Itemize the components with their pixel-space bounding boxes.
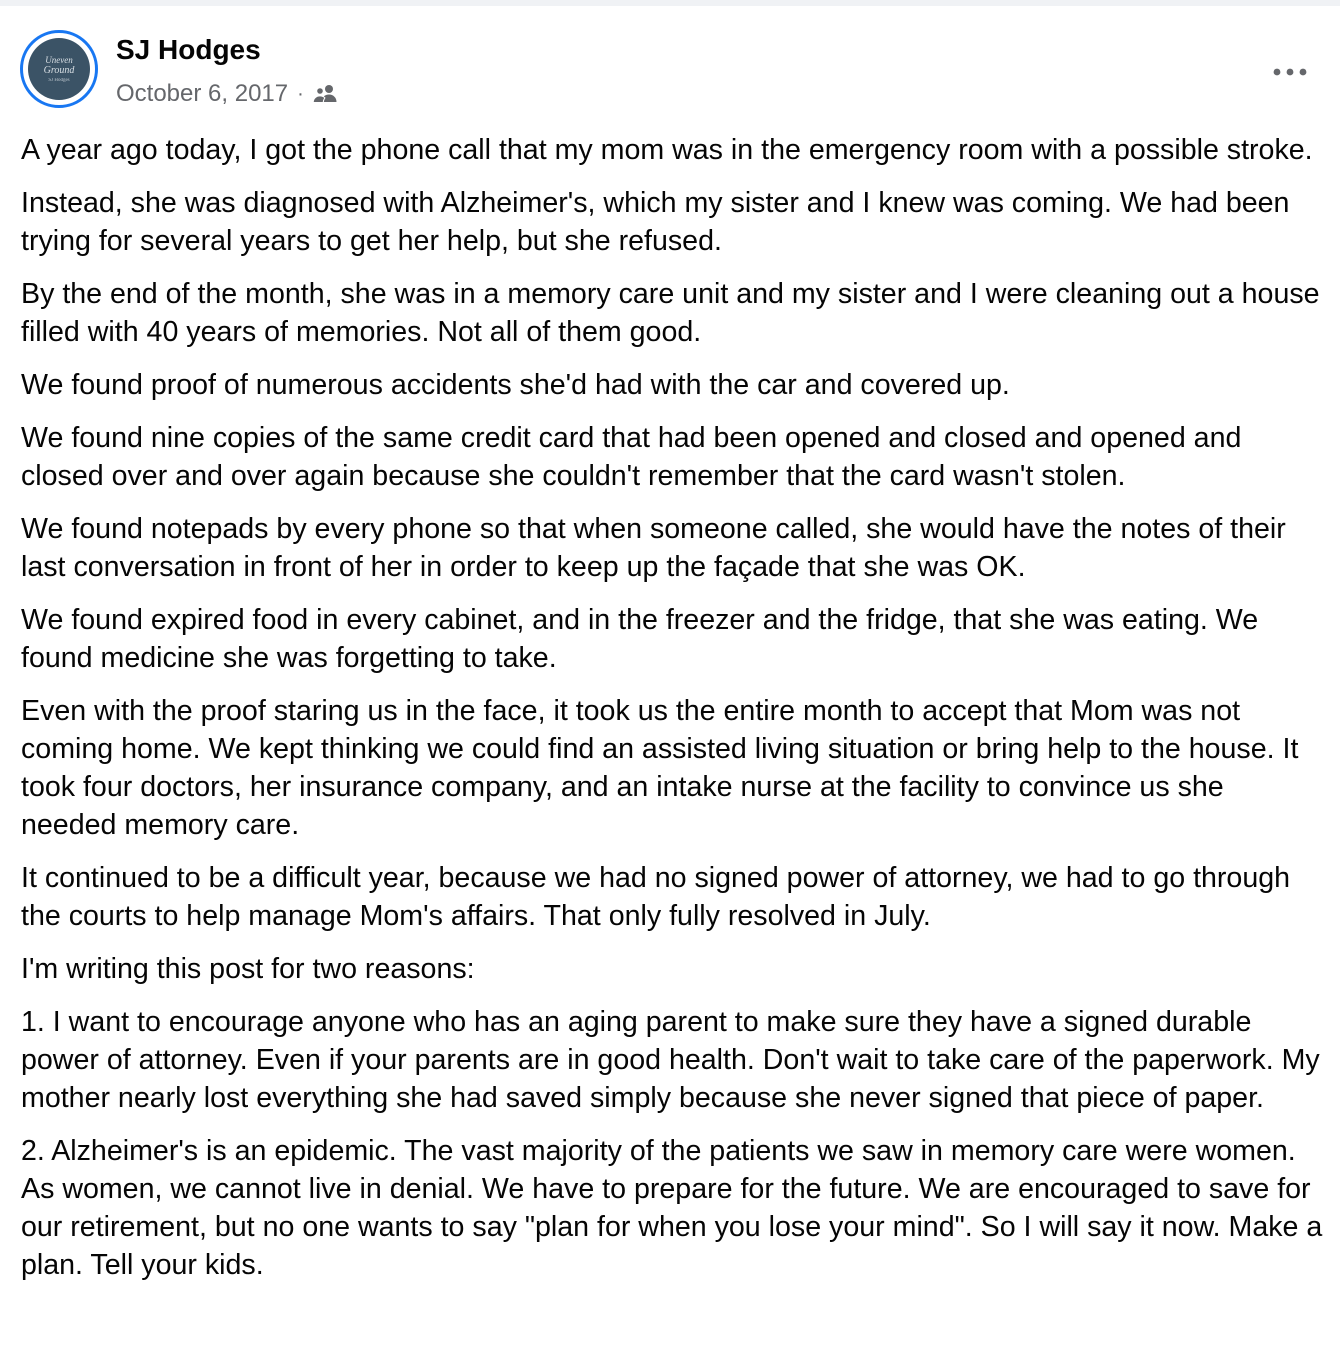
avatar-logo-text: SJ Hodges [48,77,70,83]
author-name[interactable]: SJ Hodges [116,34,261,65]
post-paragraph: I'm writing this post for two reasons: [21,953,475,985]
post-paragraph: We found notepads by every phone so that when someone called, she would have the notes of their last conversation in front of her in order to keep up the façade that she was OK. [21,513,1286,583]
more-options-button[interactable] [1268,50,1312,94]
meta-separator: · [297,82,304,105]
avatar-logo-text: Uneven [45,54,73,65]
post-card [0,6,1340,1368]
post-paragraph: It continued to be a difficult year, because we had no signed power of attorney, we had to go through the courts to help manage Mom's affairs. That only fully resolved in July. [21,862,1291,932]
post-meta [116,80,338,108]
post-date[interactable]: October 6, 2017 [116,80,289,107]
post-paragraph: A year ago today, I got the phone call that my mom was in the emergency room with a possible stroke. [21,134,1313,166]
post-paragraph: We found expired food in every cabinet, and in the freezer and the fridge, that she was eating. We found medicine she was forgetting to take. [21,604,1259,674]
post-paragraph: We found nine copies of the same credit card that had been opened and closed and opened and closed over and over again because she couldn't remember that the card wasn't stolen. [21,422,1242,492]
post-paragraph: 1. I want to encourage anyone who has an aging parent to make sure they have a signed durable power of attorney. Even if your parents are in good health. Don't wait to take care of the paperwork. My mother nearly lost everything she had saved simply because she never signed that piece of paper. [21,1006,1320,1114]
avatar[interactable] [20,30,98,108]
post-header [20,30,1320,110]
post-paragraph: 2. Alzheimer's is an epidemic. The vast majority of the patients we saw in memory care were women. As women, we cannot live in denial. We have to prepare for the future. We are encouraged to save for our retirement, but no one wants to say "plan for when you lose your mind". So I will say it now. Make a plan. Tell your kids. [21,1135,1323,1281]
post-body [21,131,1326,1299]
post-paragraph: Instead, she was diagnosed with Alzheimer's, which my sister and I knew was coming. We had been trying for several years to get her help, but she refused. [21,187,1290,257]
avatar-logo-text: Ground [43,64,75,76]
more-options-icon [1273,68,1307,76]
friends-icon[interactable] [312,83,338,105]
post-paragraph: We found proof of numerous accidents she'd had with the car and covered up. [21,369,1010,401]
post-paragraph: By the end of the month, she was in a memory care unit and my sister and I were cleaning out a house filled with 40 years of memories. Not all of them good. [21,278,1320,348]
avatar-logo [28,38,90,100]
post-paragraph: Even with the proof staring us in the face, it took us the entire month to accept that Mom was not coming home. We kept thinking we could find an assisted living situation or bring help to the house. It took four doctors, her insurance company, and an intake nurse at the facility to convince us she needed memory care. [21,695,1299,841]
